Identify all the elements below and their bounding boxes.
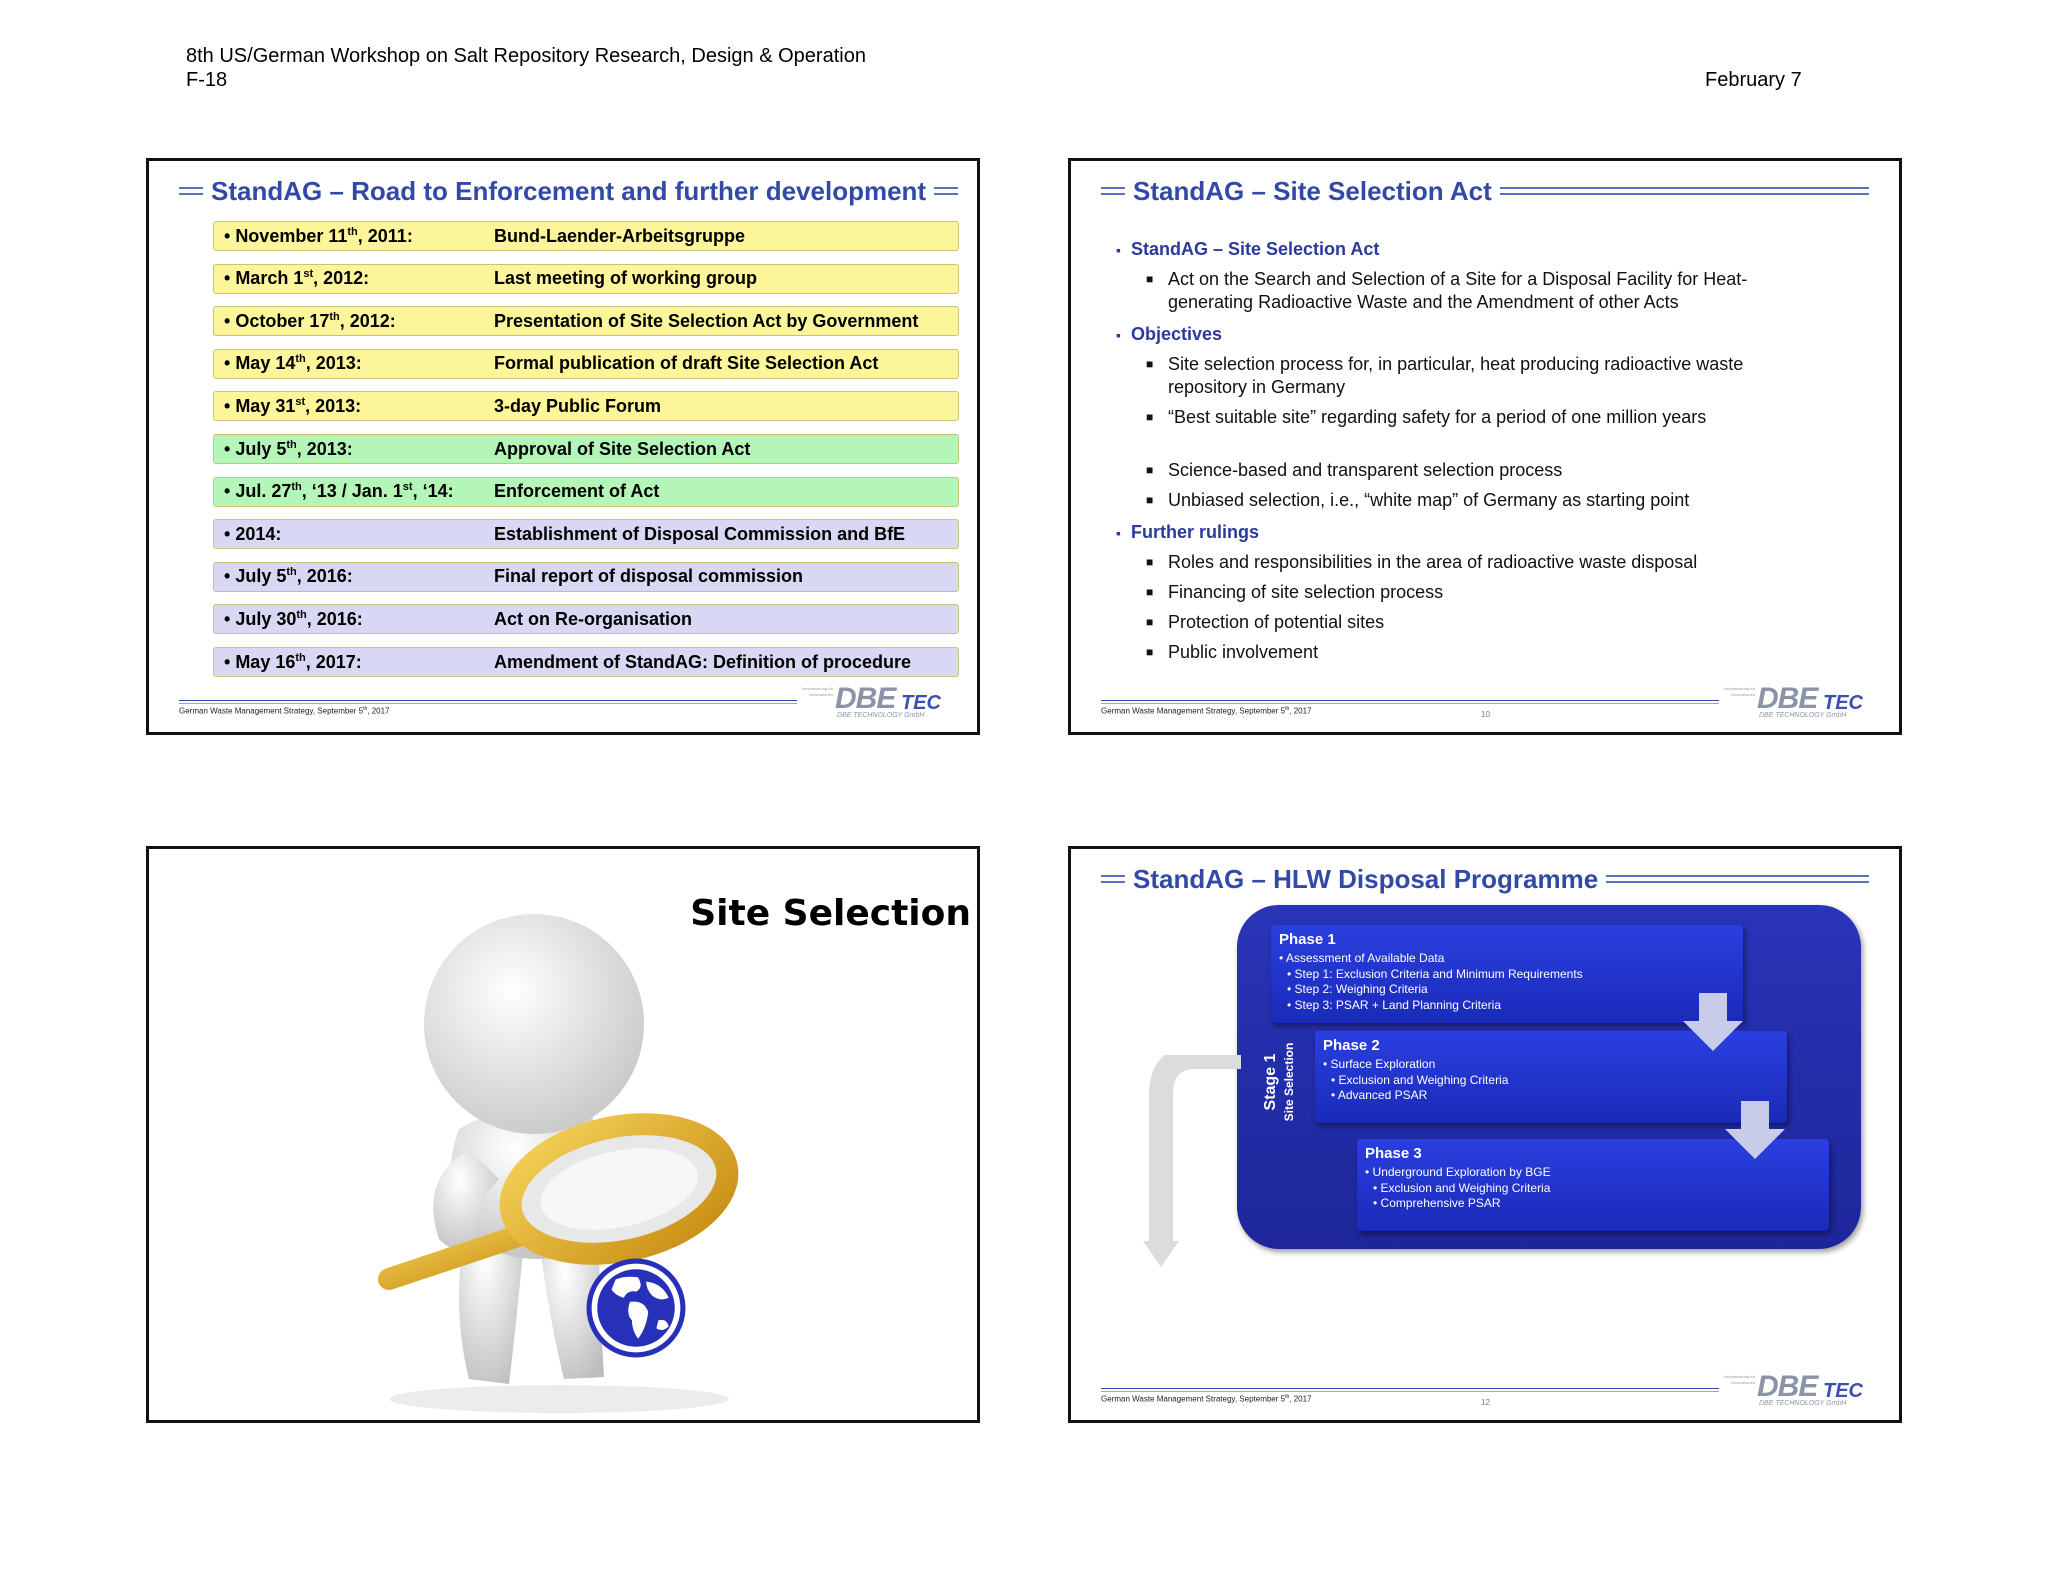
- slide2-title: StandAG – Site Selection Act: [1133, 175, 1492, 206]
- timeline-row: [179, 260, 959, 296]
- stage-title: Stage 4: [1546, 1289, 1603, 1306]
- slide1-title: StandAG – Road to Enforcement and further development: [211, 175, 927, 206]
- slide2-title-bar: [1101, 171, 1869, 211]
- timeline-event: Amendment of StandAG: Definition of procedure: [494, 651, 911, 672]
- timeline-entry: [213, 562, 959, 592]
- slide1-title-bar: [179, 171, 947, 211]
- bullet-item: ■ Protection of potential sites: [1146, 612, 1385, 632]
- timeline-entry: [213, 647, 959, 677]
- chevron-down-icon: [179, 260, 215, 308]
- bullet-item: ■ Financing of site selection process: [1146, 582, 1444, 602]
- curved-arrow-icon: [1137, 1055, 1247, 1275]
- timeline-entry: [213, 306, 959, 336]
- bullet-square-icon: ■: [1146, 493, 1154, 507]
- slide2-footer: [1101, 682, 1869, 720]
- timeline-row: [179, 600, 959, 636]
- timeline-event: Presentation of Site Selection Act by Government: [494, 310, 919, 331]
- chevron-down-icon: [179, 515, 215, 563]
- timeline-entry: [213, 477, 959, 507]
- page-number: 12: [1481, 1398, 1490, 1407]
- page-number: 10: [1481, 710, 1490, 719]
- timeline-date: • 2014:: [224, 523, 282, 544]
- chevron-down-icon: [179, 558, 215, 606]
- timeline-event: Enforcement of Act: [494, 481, 660, 502]
- timeline-entry: [213, 391, 959, 421]
- timeline-row: [179, 643, 959, 679]
- timeline-date: • Jul. 27th, ‘13 / Jan. 1st, ‘14:: [224, 481, 454, 502]
- stage-title: Stage 5: [1749, 1289, 1806, 1306]
- footer-text: German Waste Management Strategy, September 5th, 2017: [179, 706, 390, 716]
- slide-site-selection-act: [1068, 158, 1902, 735]
- footer-rule: [1101, 700, 1719, 704]
- stage-description: Opening of mine: [1129, 1320, 1218, 1334]
- timeline-date: • May 16th, 2017:: [224, 651, 362, 672]
- bullet-item: ■ Act on the Search and Selection of a Site for a Disposal Facility for Heat-generating Radioactive Waste and the Amendment of other Acts: [1146, 269, 1748, 312]
- bullet-square-icon: ■: [1146, 357, 1154, 371]
- logo-tagline: Verantwortung für Generationen: [801, 686, 833, 697]
- title-rule-right: [1500, 187, 1869, 195]
- timeline-row: [179, 387, 959, 423]
- chevron-down-icon: [179, 600, 215, 648]
- stage-description: Monitoring before Closure with possibility for retrieval: [1498, 1320, 1661, 1347]
- timeline-event: Formal publication of draft Site Selection Act: [494, 353, 879, 374]
- phase-detail: • Comprehensive PSAR: [1373, 1196, 1501, 1210]
- logo-tagline: Verantwortung für Generationen: [1723, 686, 1755, 697]
- bullet-square-icon: ■: [1146, 410, 1154, 424]
- bullet-square-icon: ■: [1146, 463, 1154, 477]
- stage-arrow: [1680, 1279, 1902, 1371]
- phase-title: Phase 1: [1279, 931, 1336, 948]
- stage1-subtitle: Site Selection: [1282, 1042, 1296, 1122]
- bullet-square-icon: ■: [1146, 555, 1154, 569]
- timeline-entry: [213, 221, 959, 251]
- logo-tagline: Verantwortung für Generationen: [1723, 1374, 1755, 1385]
- globe-icon: [585, 1257, 687, 1359]
- dbetec-logo: Verantwortung für Generationen DBE TEC DBE TECHNOLOGY GmbH: [1719, 682, 1869, 718]
- page-code: F-18: [186, 69, 228, 91]
- timeline-event: Approval of Site Selection Act: [494, 438, 751, 459]
- header-date: February 7: [1705, 69, 1802, 91]
- section-heading: ▪ StandAG – Site Selection Act: [1116, 239, 1379, 260]
- section-heading: ▪ Objectives: [1116, 324, 1222, 345]
- timeline-date: • November 11th, 2011:: [224, 225, 413, 246]
- stage-description: Disposal of Waste: [1328, 1320, 1425, 1334]
- stage-description: Closed Repository with possibility for recovery: [1721, 1320, 1844, 1347]
- timeline-row: [179, 515, 959, 551]
- chevron-down-icon: [179, 643, 215, 691]
- dbetec-logo: Verantwortung für Generationen DBE TEC DBE TECHNOLOGY GmbH: [797, 682, 947, 718]
- chevron-down-icon: [179, 430, 215, 478]
- timeline-row: [179, 302, 959, 338]
- phase-detail: • Step 1: Exclusion Criteria and Minimum Requirements: [1287, 966, 1583, 981]
- slide-hlw-disposal-programme: [1068, 846, 1902, 1423]
- stage-title: Stage 2: [1140, 1289, 1197, 1306]
- phase-detail: • Step 2: Weighing Criteria: [1287, 982, 1428, 996]
- timeline-row: [179, 558, 959, 594]
- title-rule-right: [1606, 875, 1869, 883]
- section-heading: ▪ Further rulings: [1116, 522, 1259, 543]
- chevron-down-icon: [179, 387, 215, 435]
- title-rule-left: [1101, 187, 1125, 195]
- slide4-title: StandAG – HLW Disposal Programme: [1133, 863, 1599, 894]
- dbetec-logo: Verantwortung für Generationen DBE TEC DBE TECHNOLOGY GmbH: [1719, 1370, 1869, 1406]
- bullet-square-icon: ■: [1146, 272, 1154, 286]
- phase-detail: • Assessment of Available Data: [1279, 951, 1445, 965]
- timeline-row: [179, 430, 959, 466]
- phase-box: [1271, 925, 1743, 1023]
- timeline-entry: [213, 434, 959, 464]
- timeline-entry: [213, 264, 959, 294]
- figure-with-magnifier-illustration: [349, 879, 769, 1419]
- timeline-date: • October 17th, 2012:: [224, 310, 396, 331]
- stage1-label: [1251, 1033, 1311, 1133]
- phase-detail: • Advanced PSAR: [1331, 1088, 1428, 1102]
- workshop-title: 8th US/German Workshop on Salt Repository Research, Design & Operation: [186, 45, 866, 67]
- timeline-date: • March 1st, 2012:: [224, 268, 370, 289]
- title-rule-left: [179, 187, 203, 195]
- stage-arrow: [1274, 1279, 1499, 1371]
- phase-title: Phase 2: [1323, 1037, 1380, 1054]
- stage1-title: Stage 1: [1262, 1053, 1279, 1111]
- footer-text: German Waste Management Strategy, September 5th, 2017: [1101, 706, 1312, 716]
- title-rule-right: [934, 187, 958, 195]
- slide-site-selection: [146, 846, 980, 1423]
- timeline-entry: [213, 349, 959, 379]
- timeline-date: • July 5th, 2016:: [224, 566, 353, 587]
- phase-detail: • Exclusion and Weighing Criteria: [1373, 1180, 1551, 1195]
- bullet-item: ■ Site selection process for, in particular, heat producing radioactive waste repository in Germany: [1146, 354, 1744, 397]
- phase-detail: • Underground Exploration by BGE: [1365, 1165, 1551, 1179]
- timeline-event: Act on Re-organisation: [494, 608, 693, 629]
- phase-detail: • Surface Exploration: [1323, 1057, 1436, 1071]
- chevron-down-icon: [179, 302, 215, 350]
- timeline-date: • May 31st, 2013:: [224, 395, 362, 416]
- footer-text: German Waste Management Strategy, September 5th, 2017: [1101, 1394, 1312, 1404]
- phase-detail: • Exclusion and Weighing Criteria: [1331, 1072, 1509, 1087]
- footer-rule: [1101, 1388, 1719, 1392]
- phase-detail: • Step 3: PSAR + Land Planning Criteria: [1287, 997, 1501, 1012]
- chevron-down-icon: [179, 473, 215, 521]
- timeline-date: • July 5th, 2013:: [224, 438, 353, 459]
- document-header: [186, 44, 866, 92]
- slide3-title: Site Selection: [690, 893, 971, 934]
- slide-road-to-enforcement: [146, 158, 980, 735]
- timeline-event: Last meeting of working group: [494, 268, 758, 289]
- stage-arrow: [1477, 1279, 1702, 1371]
- stage-title: Stage 3: [1343, 1289, 1400, 1306]
- bullet-square-icon: ■: [1146, 615, 1154, 629]
- stages-row: [1071, 1279, 1902, 1371]
- slide4-title-bar: [1101, 859, 1869, 899]
- chevron-down-icon: [179, 217, 215, 265]
- chevron-down-icon: [179, 345, 215, 393]
- slide1-footer: [179, 682, 947, 720]
- title-rule-left: [1101, 875, 1125, 883]
- bullet-item: ■ Public involvement: [1146, 642, 1319, 662]
- phase-title: Phase 3: [1365, 1145, 1422, 1162]
- arrow-down-icon: [1723, 1101, 1787, 1161]
- timeline-entry: [213, 519, 959, 549]
- timeline-event: Final report of disposal commission: [494, 566, 804, 587]
- arrow-down-icon: [1681, 993, 1745, 1053]
- timeline-event: Bund-Laender-Arbeitsgruppe: [494, 225, 746, 246]
- bullet-item: ■ Science-based and transparent selection process: [1146, 460, 1563, 480]
- timeline-date: • July 30th, 2016:: [224, 608, 363, 629]
- stage-arrow: [1071, 1279, 1296, 1371]
- timeline-row: [179, 473, 959, 509]
- timeline-row: [179, 345, 959, 381]
- timeline-row: [179, 217, 959, 253]
- timeline-event: Establishment of Disposal Commission and BfE: [494, 523, 906, 544]
- timeline-event: 3-day Public Forum: [494, 395, 662, 416]
- bullet-item: ■ Unbiased selection, i.e., “white map” of Germany as starting point: [1146, 490, 1690, 510]
- bullet-item: ■ Roles and responsibilities in the area of radioactive waste disposal: [1146, 552, 1698, 572]
- bullet-square-icon: ■: [1146, 645, 1154, 659]
- footer-rule: [179, 700, 797, 704]
- timeline-date: • May 14th, 2013:: [224, 353, 362, 374]
- timeline-entry: [213, 604, 959, 634]
- bullet-item: ■ “Best suitable site” regarding safety for a period of one million years: [1146, 407, 1707, 427]
- bullet-square-icon: ■: [1146, 585, 1154, 599]
- slide4-footer: [1101, 1370, 1869, 1408]
